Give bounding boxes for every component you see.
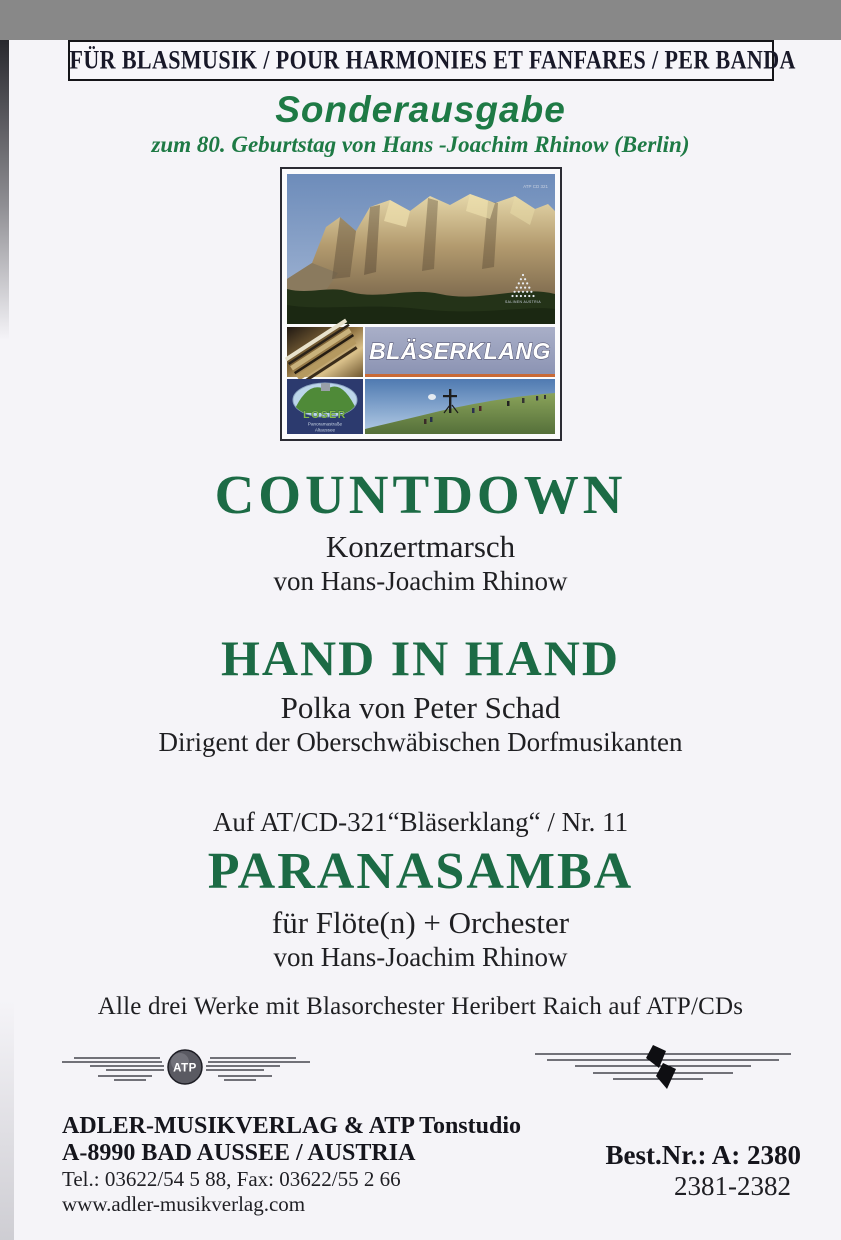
work-credit: von Hans-Joachim Rhinow [273,942,568,973]
dedication-line: zum 80. Geburtstag von Hans -Joachim Rhinow (Berlin) [151,132,690,157]
cd-brass-photo [284,319,362,385]
double-note-glyph [646,1045,676,1089]
banner-text: FÜR BLASMUSIK / POUR HARMONIES ET FANFARES / PER BANDA [69,44,796,75]
note-wing-emblem [535,1043,793,1099]
order-number-block [546,1140,801,1202]
salinen-austria-text: SALINEN AUSTRIA [504,300,541,304]
work-genre: für Flöte(n) + Orchester [271,905,570,941]
cover-page [0,40,841,1240]
recording-footnote: Alle drei Werke mit Blasorchester Heribert Raich auf ATP/CDs [97,993,744,1021]
cd-catalog-number: ATP CD 321 [522,184,548,189]
scan-edge-artifact-bottom [0,1000,14,1240]
work-paranasamba [0,807,841,972]
order-number-range: 2381-2382 [674,1171,791,1202]
work-countdown [0,466,841,596]
work-genre: Polka von Peter Schad [280,690,561,726]
loser-logo-name: LOSER [302,409,347,421]
work-title: COUNTDOWN [214,464,627,525]
work-credit: von Hans-Joachim Rhinow [273,566,568,597]
loser-logo-line3: Altaussee [314,427,335,433]
publisher-name: ADLER-MUSIKVERLAG & ATP Tonstudio [62,1113,521,1140]
cd-reference-note: Auf AT/CD-321“Bläserklang“ / Nr. 11 [212,807,629,838]
publisher-footer [0,1113,841,1217]
work-hand-in-hand [0,632,841,757]
cd-summit-photo [365,379,555,434]
atp-wing-emblem [60,1045,312,1097]
cd-mountain-photo [287,174,555,324]
work-title: PARANASAMBA [207,843,634,901]
atp-badge-text: ATP [173,1062,197,1075]
instrumentation-banner [68,40,796,81]
publisher-contact: Tel.: 03622/54 5 88, Fax: 03622/55 2 66 [62,1167,401,1192]
divider-emblems [0,1043,841,1099]
cd-title-band [365,327,555,377]
publisher-website: www.adler-musikverlag.com [62,1192,306,1217]
work-title: HAND IN HAND [221,630,620,687]
order-number: Best.Nr.: A: 2380 [605,1140,801,1171]
publisher-block [62,1113,546,1217]
publisher-address: A-8990 BAD AUSSEE / AUSTRIA [62,1140,416,1167]
loser-logo-panel [287,379,363,434]
cd-orange-rule [365,374,555,377]
scan-edge-artifact [0,40,9,340]
cd-cover-image [280,167,562,441]
loser-logo-line2: Panoramastraße [307,421,342,427]
special-edition-title: Sonderausgabe [275,89,566,130]
work-genre: Konzertmarsch [325,529,516,565]
work-credit: Dirigent der Oberschwäbischen Dorfmusikanten [158,727,683,758]
cd-cover [280,167,562,441]
cd-album-title: BLÄSERKLANG [368,338,551,364]
